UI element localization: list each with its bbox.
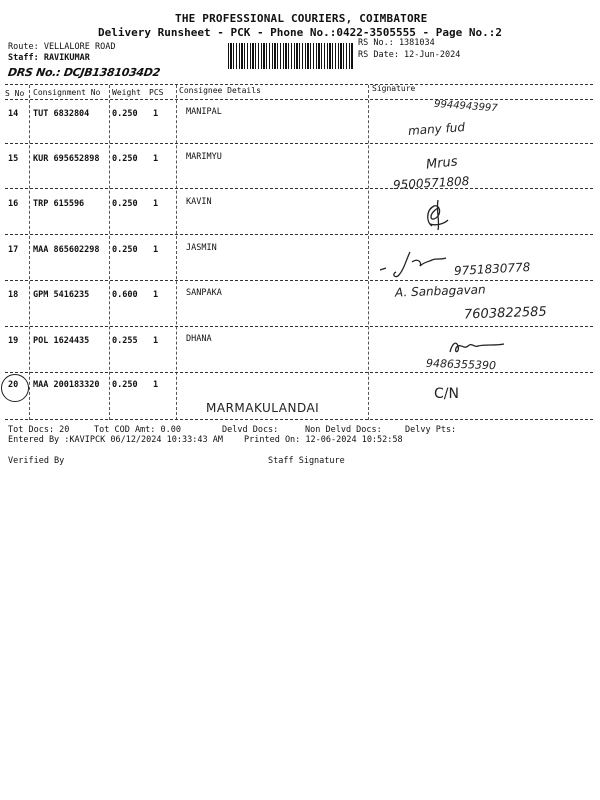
col-divider xyxy=(176,85,177,420)
col-divider xyxy=(29,85,30,420)
row-consignment: MAA 865602298 xyxy=(33,245,100,255)
row-consignment: MAA 200183320 xyxy=(33,380,100,390)
row-weight: 0.250 xyxy=(112,380,138,390)
header-rule-bottom xyxy=(5,99,593,100)
row-consignment: GPM 5416235 xyxy=(33,290,90,300)
row-consignee: SANPAKA xyxy=(186,288,222,298)
route-label: Route: VELLALORE ROAD xyxy=(8,42,116,52)
handwritten-signature: A. Sanbagavan xyxy=(394,282,486,300)
rs-number: RS No.: 1381034 xyxy=(358,38,435,48)
row-weight: 0.250 xyxy=(112,109,138,119)
row-pcs: 1 xyxy=(153,380,159,390)
row-weight: 0.255 xyxy=(112,336,138,346)
row-pcs: 1 xyxy=(153,109,159,119)
handwritten-signature: Mrus xyxy=(425,154,459,173)
row-sno: 15 xyxy=(8,154,19,164)
row-weight: 0.600 xyxy=(112,290,138,300)
row-pcs: 1 xyxy=(153,290,159,300)
runsheet-subtitle: Delivery Runsheet - PCK - Phone No.:0422-3505555 - Page No.:2 xyxy=(98,26,502,39)
handwritten-phone: 9500571808 xyxy=(392,174,470,192)
printed-on: Printed On: 12-06-2024 10:52:58 xyxy=(244,435,403,445)
handwritten-consignee-name: MARMAKULANDAI xyxy=(206,401,320,415)
staff-label: Staff: RAVIKUMAR xyxy=(8,53,90,63)
row-sno: 17 xyxy=(8,245,19,255)
col-header-consignee: Consignee Details xyxy=(179,86,261,95)
row-divider xyxy=(5,326,593,327)
row-consignee: MANIPAL xyxy=(186,107,222,117)
row-sno: 16 xyxy=(8,199,19,209)
row-consignee: MARIMYU xyxy=(186,152,222,162)
row-pcs: 1 xyxy=(153,154,159,164)
handwritten-phone: 9486355390 xyxy=(425,356,497,373)
total-cod-amount: Tot COD Amt: 0.00 xyxy=(94,425,181,435)
col-divider xyxy=(368,85,369,420)
row-weight: 0.250 xyxy=(112,199,138,209)
row-divider xyxy=(5,188,593,189)
row-pcs: 1 xyxy=(153,245,159,255)
handwritten-phone: 9751830778 xyxy=(453,260,531,278)
staff-signature-label: Staff Signature xyxy=(268,456,345,466)
col-header-sno: S No xyxy=(5,89,25,98)
row-consignee: DHANA xyxy=(186,334,212,344)
drs-number: DRS No.: DCJB1381034D2 xyxy=(7,66,161,79)
handwritten-phone: 7603822585 xyxy=(463,304,547,323)
total-docs: Tot Docs: 20 xyxy=(8,425,70,435)
barcode-image xyxy=(228,43,354,69)
row-consignment: TRP 615596 xyxy=(33,199,85,209)
row-divider xyxy=(5,143,593,144)
row-pcs: 1 xyxy=(153,336,159,346)
row-weight: 0.250 xyxy=(112,154,138,164)
delivered-docs: Delvd Docs: xyxy=(222,425,279,435)
row-sno: 20 xyxy=(8,380,19,390)
non-delivered-docs: Non Delvd Docs: xyxy=(305,425,382,435)
delivery-points: Delvy Pts: xyxy=(405,425,457,435)
col-header-consignment: Consignment No xyxy=(33,88,101,97)
signature-scribble xyxy=(376,248,450,280)
row-consignee: JASMIN xyxy=(186,243,217,253)
row-sno: 19 xyxy=(8,336,19,346)
header-rule-top xyxy=(5,84,593,85)
signature-scribble xyxy=(446,336,508,356)
signature-scribble xyxy=(418,196,454,232)
col-header-weight: Weight xyxy=(112,88,141,97)
row-pcs: 1 xyxy=(153,199,159,209)
row-consignment: TUT 6832804 xyxy=(33,109,90,119)
verified-by-label: Verified By xyxy=(8,456,65,466)
col-divider xyxy=(109,85,110,420)
handwritten-note: C/N xyxy=(434,386,459,402)
row-divider xyxy=(5,372,593,373)
rs-date: RS Date: 12-Jun-2024 xyxy=(358,50,461,60)
company-title: THE PROFESSIONAL COURIERS, COIMBATORE xyxy=(175,12,428,25)
row-divider xyxy=(5,234,593,235)
table-bottom-rule xyxy=(5,419,593,420)
entered-by: Entered By :KAVIPCK 06/12/2024 10:33:43 AM xyxy=(8,435,223,445)
row-divider xyxy=(5,280,593,281)
row-consignment: KUR 695652898 xyxy=(33,154,100,164)
row-sno: 18 xyxy=(8,290,19,300)
col-header-signature: Signature xyxy=(372,84,416,93)
handwritten-signature: many fud xyxy=(407,120,466,138)
row-consignment: POL 1624435 xyxy=(33,336,90,346)
handwritten-phone: 9944943997 xyxy=(433,98,498,115)
row-consignee: KAVIN xyxy=(186,197,212,207)
row-weight: 0.250 xyxy=(112,245,138,255)
col-header-pcs: PCS xyxy=(149,88,164,97)
row-sno: 14 xyxy=(8,109,19,119)
